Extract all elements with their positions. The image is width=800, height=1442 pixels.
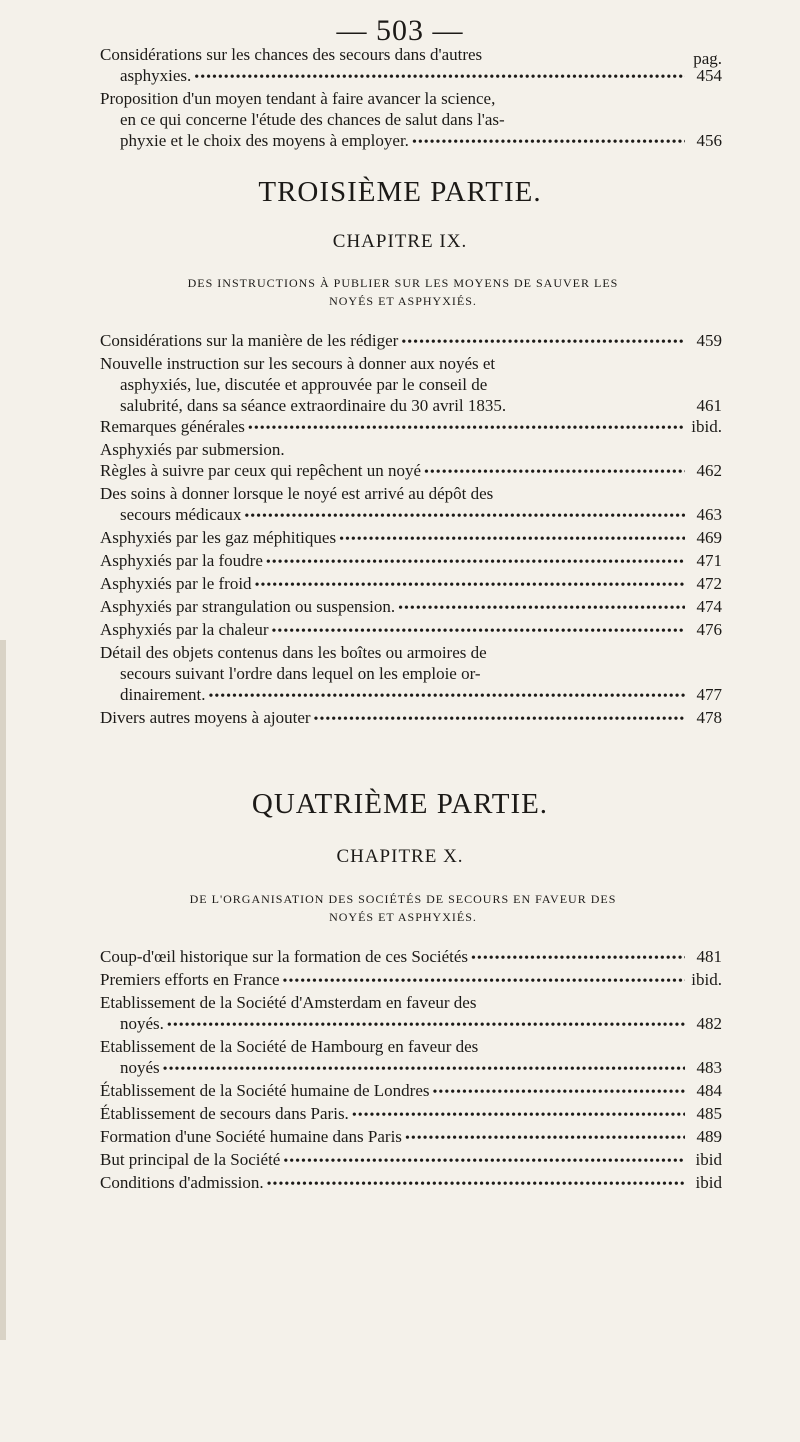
- entry-text: phyxie et le choix des moyens à employer.: [120, 131, 409, 150]
- entry-text: Remarques générales: [100, 417, 245, 436]
- entry-text: secours suivant l'ordre dans lequel on les emploie or-: [120, 664, 481, 683]
- entry-page: ibid: [695, 1150, 722, 1169]
- entry-text: secours médicaux: [120, 505, 242, 524]
- entry-text: Établissement de secours dans Paris.: [100, 1104, 349, 1123]
- entry-text: Asphyxiés par strangulation ou suspension.: [100, 597, 396, 616]
- toc-entry: [100, 44, 722, 88]
- entry-text: Proposition d'un moyen tendant à faire avancer la science,: [100, 89, 496, 108]
- part4-toc: [100, 946, 722, 1195]
- entry-text: Établissement de la Société humaine de Londres: [100, 1081, 430, 1100]
- toc-entry: [100, 1172, 722, 1195]
- entry-page: 489: [696, 1127, 722, 1146]
- entry-text: salubrité, dans sa séance extraordinaire du 30 avril 1835.: [120, 396, 507, 415]
- dot-leader: [314, 709, 685, 730]
- entry-page: ibid.: [691, 417, 722, 436]
- entry-page: 454: [696, 66, 722, 85]
- entry-text: Asphyxiés par les gaz méphitiques: [100, 528, 337, 547]
- dot-leader: [405, 1128, 685, 1149]
- toc-entry: [100, 527, 722, 550]
- entry-page: 461: [696, 396, 722, 415]
- entry-text: Considérations sur la manière de les rédiger: [100, 331, 399, 350]
- toc-entry: [100, 1126, 722, 1149]
- entry-text: Etablissement de la Société d'Amsterdam en faveur des: [100, 993, 477, 1012]
- toc-entry: [100, 439, 722, 460]
- entry-text: Règles à suivre par ceux qui repêchent un noyé: [100, 461, 421, 480]
- page-edge-shadow: [0, 640, 6, 1340]
- toc-entry: [100, 969, 722, 992]
- dot-leader: [398, 598, 685, 619]
- entry-text: asphyxies.: [120, 66, 192, 85]
- dot-leader: [412, 132, 685, 153]
- entry-page: 463: [696, 505, 722, 524]
- chapter-title: CHAPITRE X.: [336, 846, 464, 867]
- dot-leader: [255, 575, 685, 596]
- toc-entry: [100, 353, 722, 416]
- entry-page: 483: [696, 1058, 722, 1077]
- dot-leader: [248, 418, 685, 439]
- dot-leader: [352, 1105, 685, 1126]
- entry-page: 456: [696, 131, 722, 150]
- toc-entry: [100, 1036, 722, 1080]
- entry-text: Asphyxiés par la chaleur: [100, 620, 269, 639]
- toc-entry: [100, 596, 722, 619]
- part3-toc: [100, 330, 722, 730]
- entry-text: Asphyxiés par submersion.: [100, 440, 285, 459]
- dot-leader: [424, 462, 685, 483]
- entry-page: 472: [696, 574, 722, 593]
- chapter-subtitle-line: DES INSTRUCTIONS À PUBLIER SUR LES MOYENS DE SAUVER LES: [187, 276, 619, 290]
- toc-entry: [100, 1149, 722, 1172]
- toc-entry: [100, 550, 722, 573]
- toc-entry: [100, 1080, 722, 1103]
- toc-entry: [100, 707, 722, 730]
- entry-page: 471: [696, 551, 722, 570]
- dot-leader: [283, 1151, 685, 1172]
- dot-leader: [267, 1174, 685, 1195]
- dot-leader: [194, 67, 685, 88]
- dot-leader: [244, 506, 685, 527]
- toc-entry: [100, 483, 722, 527]
- toc-entry: [100, 642, 722, 707]
- chapter-subtitle: [98, 274, 708, 310]
- dot-leader: [266, 552, 685, 573]
- entry-page: 462: [696, 461, 722, 480]
- toc-entry: [100, 330, 722, 353]
- dot-leader: [283, 971, 685, 992]
- dot-leader: [471, 948, 685, 969]
- entry-page: 469: [696, 528, 722, 547]
- dot-leader: [401, 332, 685, 353]
- entry-page: 485: [696, 1104, 722, 1123]
- toc-entry: [100, 946, 722, 969]
- toc-entry: [100, 619, 722, 642]
- dot-leader: [339, 529, 685, 550]
- dot-leader: [163, 1059, 685, 1080]
- toc-entry: [100, 1103, 722, 1126]
- chapter-title: CHAPITRE IX.: [332, 231, 468, 252]
- entry-text: Asphyxiés par le froid: [100, 574, 252, 593]
- entry-text: Asphyxiés par la foudre: [100, 551, 263, 570]
- chapter-subtitle-line: DE L'ORGANISATION DES SOCIÉTÉS DE SECOURS EN FAVEUR DES: [189, 892, 617, 906]
- part-title: TROISIÈME PARTIE.: [258, 176, 542, 208]
- entry-page: 476: [696, 620, 722, 639]
- dot-leader: [433, 1082, 685, 1103]
- chapter-subtitle: [98, 890, 708, 926]
- toc-entry: [100, 460, 722, 483]
- dot-leader: [272, 621, 685, 642]
- entry-page: 477: [696, 685, 722, 704]
- intro-toc: [100, 44, 722, 153]
- entry-text: Formation d'une Société humaine dans Paris: [100, 1127, 402, 1146]
- entry-page: 459: [696, 331, 722, 350]
- entry-page: 484: [696, 1081, 722, 1100]
- entry-page: ibid.: [691, 970, 722, 989]
- entry-text: en ce qui concerne l'étude des chances de salut dans l'as-: [120, 110, 505, 129]
- entry-text: Coup-d'œil historique sur la formation de ces Sociétés: [100, 947, 469, 966]
- page-column-header: pag.: [693, 49, 722, 68]
- entry-text: Nouvelle instruction sur les secours à donner aux noyés et: [100, 354, 496, 373]
- entry-text: asphyxiés, lue, discutée et approuvée par le conseil de: [120, 375, 488, 394]
- part-title: QUATRIÈME PARTIE.: [251, 788, 549, 820]
- entry-page: 474: [696, 597, 722, 616]
- entry-text: Détail des objets contenus dans les boîtes ou armoires de: [100, 643, 487, 662]
- entry-text: Premiers efforts en France: [100, 970, 280, 989]
- entry-text: Des soins à donner lorsque le noyé est arrivé au dépôt des: [100, 484, 494, 503]
- dot-leader: [167, 1015, 685, 1036]
- entry-text: Conditions d'admission.: [100, 1173, 264, 1192]
- entry-text: Etablissement de la Société de Hambourg en faveur des: [100, 1037, 479, 1056]
- page-number: — 503 —: [336, 14, 464, 47]
- toc-entry: [100, 88, 722, 153]
- chapter-subtitle-line: NOYÉS ET ASPHYXIÉS.: [329, 910, 477, 924]
- entry-page: 481: [696, 947, 722, 966]
- entry-page: 478: [696, 708, 722, 727]
- chapter-subtitle-line: NOYÉS ET ASPHYXIÉS.: [329, 294, 477, 308]
- entry-text: noyés: [120, 1058, 160, 1077]
- toc-entry: [100, 416, 722, 439]
- entry-text: Divers autres moyens à ajouter: [100, 708, 311, 727]
- entry-page: ibid: [695, 1173, 722, 1192]
- dot-leader: [208, 686, 685, 707]
- entry-text: noyés.: [120, 1014, 164, 1033]
- entry-page: 482: [696, 1014, 722, 1033]
- toc-entry: [100, 573, 722, 596]
- toc-entry: [100, 992, 722, 1036]
- entry-text: Considérations sur les chances des secours dans d'autres: [100, 45, 483, 64]
- entry-text: But principal de la Société: [100, 1150, 281, 1169]
- entry-text: dinairement.: [120, 685, 206, 704]
